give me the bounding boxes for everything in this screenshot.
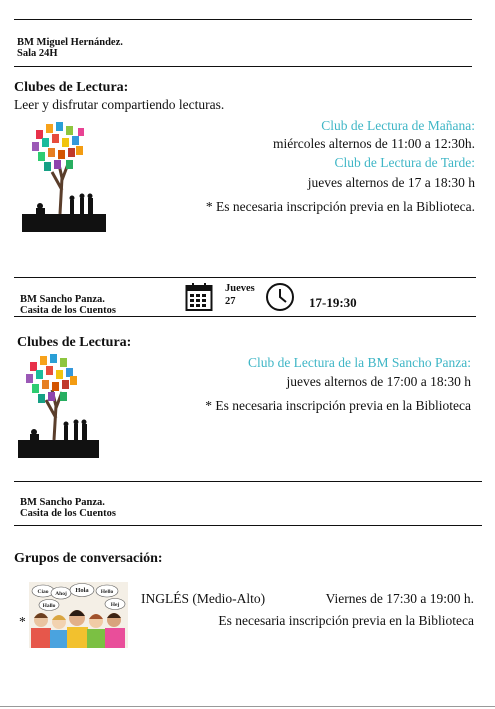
venue-name: BM Sancho Panza. Casita de los Cuentos xyxy=(20,294,116,316)
bubble-ciao: Ciao xyxy=(37,589,49,595)
reading-tree-illustration xyxy=(22,120,107,235)
club-sancho-title: Club de Lectura de la BM Sancho Panza: xyxy=(247,355,471,370)
calendar-icon xyxy=(185,282,213,312)
bubble-hej: Hej xyxy=(110,602,120,608)
registration-note: * Es necesaria inscripción previa en la Biblioteca xyxy=(205,398,471,413)
registration-note: * Es necesaria inscripción previa en la Biblioteca. xyxy=(205,199,475,214)
section2-top-rule xyxy=(14,277,476,278)
conversation-schedule: Viernes de 17:30 a 19:00 h. xyxy=(325,591,474,606)
club-morning-title: Club de Lectura de Mañana: xyxy=(321,118,475,133)
club-morning-schedule: miércoles alternos de 11:00 a 12:30h. xyxy=(273,136,475,151)
bubble-hallo: Hallo xyxy=(42,603,56,609)
reading-tree-illustration xyxy=(18,352,100,460)
section3-top-rule xyxy=(14,481,482,482)
club-sancho-schedule: jueves alternos de 17:00 a 18:30 h xyxy=(286,374,471,389)
club-afternoon-title: Club de Lectura de Tarde: xyxy=(334,155,475,170)
section3-bottom-rule xyxy=(14,525,482,526)
conversation-people-image xyxy=(29,582,128,648)
page-bottom-rule xyxy=(0,706,495,707)
club-afternoon-schedule: jueves alternos de 17 a 18:30 h xyxy=(307,175,475,190)
venue-rule xyxy=(14,66,472,67)
registration-asterisk: * xyxy=(19,614,26,629)
section-subtitle: Leer y disfrutar compartiendo lecturas. xyxy=(14,97,225,112)
bubble-hello: Hello xyxy=(100,589,114,595)
bubble-ahoj: Ahoj xyxy=(55,591,67,597)
section2-bottom-rule xyxy=(14,316,476,317)
top-rule xyxy=(14,19,472,20)
venue-name: BM Miguel Hernández. Sala 24H xyxy=(17,37,123,59)
event-time: 17-19:30 xyxy=(309,295,357,310)
clock-icon xyxy=(265,282,295,312)
section-heading: Clubes de Lectura: xyxy=(17,335,132,350)
bubble-hola: Hola xyxy=(75,587,89,594)
venue-name: BM Sancho Panza. Casita de los Cuentos xyxy=(20,497,116,519)
event-date: Jueves 27 xyxy=(225,283,255,307)
section-heading: Clubes de Lectura: xyxy=(14,80,129,95)
section-heading: Grupos de conversación: xyxy=(14,551,163,566)
conversation-group-name: INGLÉS (Medio-Alto) xyxy=(141,591,266,606)
people-illustration xyxy=(29,582,128,648)
registration-note: Es necesaria inscripción previa en la Biblioteca xyxy=(218,613,474,628)
